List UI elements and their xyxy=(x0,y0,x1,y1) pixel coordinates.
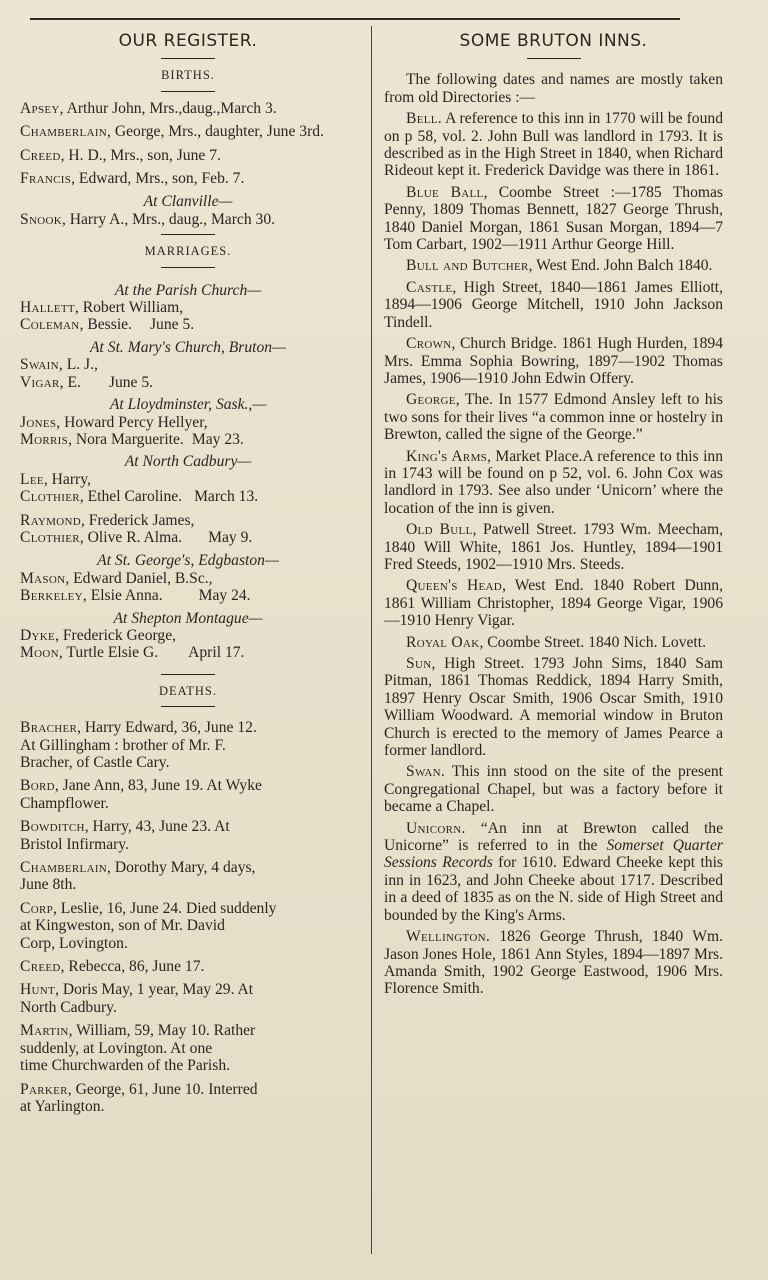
surname: Francis xyxy=(20,170,72,188)
entry-text: , William, 59, May 10. Rather xyxy=(68,1022,256,1040)
inn-entry xyxy=(384,928,723,998)
inn-name: Crown xyxy=(406,335,452,353)
inn-text: , High Street, 1840—1861 James Elliott, 1894—1906 George Mitchell, 1910 John Jackson Tindell. xyxy=(384,278,723,331)
surname: Lee xyxy=(20,470,44,488)
birth-entry xyxy=(20,123,356,140)
death-entry xyxy=(20,958,356,975)
marriage-entry xyxy=(20,471,356,506)
inn-entry xyxy=(384,577,723,629)
surname: Apsey xyxy=(20,99,60,117)
inn-entry xyxy=(384,335,723,387)
place-heading: At Lloydminster, Sask.,— xyxy=(109,396,267,414)
inn-text-italic: Somerset Quarter Sessions Records xyxy=(384,837,723,872)
inn-entry xyxy=(384,521,723,573)
surname: Berkeley xyxy=(20,587,83,605)
inn-entry xyxy=(384,257,723,274)
surname: Creed xyxy=(20,958,61,976)
marriage-date: May 24. xyxy=(198,587,251,605)
entry-text: , Frederick James, xyxy=(81,511,195,529)
inn-name: Bull and Butcher xyxy=(406,257,529,275)
inn-name: Wellington. xyxy=(406,928,491,946)
deaths-rule xyxy=(161,706,215,707)
entry-text: , Leslie, 16, June 24. Died suddenly xyxy=(53,899,277,917)
place-heading: At Clanville— xyxy=(143,193,233,211)
inn-entry xyxy=(384,391,723,443)
entry-text: , George, 61, June 10. Interred xyxy=(67,1080,258,1098)
marriage-entry xyxy=(20,414,356,449)
deaths-top-rule xyxy=(161,674,215,675)
surname: Hallett xyxy=(20,299,75,317)
place-heading: At North Cadbury— xyxy=(124,453,252,471)
inn-name: Royal Oak xyxy=(406,633,480,651)
inn-text: 1826 George Thrush, 1840 Wm. Jason Jones Hole, 1861 Ann Styles, 1894—1897 Mrs. Amanda Smith, 1902 George Eastwood, 1906 Mrs. Florence Smith. xyxy=(384,928,723,998)
inn-text: for 1610. Edward Cheeke kept this inn in 1623, and John Cheeke about 1717. Described in a deed of 1835 as on the N. side of High Street and bounded by the King's Arms. xyxy=(384,854,723,924)
entry-text: Champflower. xyxy=(20,794,109,812)
surname: Swain xyxy=(20,356,59,374)
death-entry xyxy=(20,1022,356,1074)
entry-text: Corp, Lovington. xyxy=(20,934,128,952)
birth-entry xyxy=(20,170,356,187)
entry-text: , L. J., xyxy=(58,356,98,374)
surname: Chamberlain xyxy=(20,123,108,141)
marriage-date: March 13. xyxy=(194,488,259,506)
birth-entry xyxy=(20,211,356,228)
entry-text: , Doris May, 1 year, May 29. At xyxy=(55,981,254,999)
surname: Chamberlain xyxy=(20,859,108,877)
marriages-rule xyxy=(161,267,215,268)
entry-text: North Cadbury. xyxy=(20,998,117,1016)
inn-text: “An inn at Brewton called the Unicorne” is referred to in the xyxy=(384,819,723,855)
entry-text: , Harry A., Mrs., daug., March 30. xyxy=(61,210,276,228)
place-heading: At Shepton Montague— xyxy=(113,609,263,627)
surname: Clothier xyxy=(20,488,80,506)
entry-text: , Edward, Mrs., son, Feb. 7. xyxy=(71,170,245,188)
death-entry xyxy=(20,1081,356,1116)
inn-name: Swan. xyxy=(406,763,446,781)
inn-entry xyxy=(384,634,723,651)
inn-entry xyxy=(384,655,723,759)
marriage-entry xyxy=(20,356,356,391)
inn-name: George xyxy=(406,391,456,409)
inns-column xyxy=(384,30,723,1002)
entry-text: , George, Mrs., daughter, June 3rd. xyxy=(107,123,324,141)
entry-text: , Ethel Caroline. xyxy=(79,488,183,506)
entry-text: At Gillingham : brother of Mr. F. xyxy=(20,736,226,754)
inn-entry xyxy=(384,110,723,180)
deaths-heading: DEATHS. xyxy=(158,683,218,698)
inn-entry xyxy=(384,184,723,254)
inn-name: King's Arms xyxy=(406,447,488,465)
death-entry xyxy=(20,818,356,853)
marriage-entry xyxy=(20,570,356,605)
marriages-top-rule xyxy=(161,234,215,235)
surname: Vigar xyxy=(20,373,60,391)
inn-text: , West End. 1840 Robert Dunn, 1861 William Christopher, 1894 George Vigar, 1906—1910 Henry Vigar. xyxy=(384,577,723,630)
surname: Creed xyxy=(20,146,61,164)
entry-text: , Rebecca, 86, June 17. xyxy=(60,958,205,976)
column-divider xyxy=(371,26,372,1254)
death-entry xyxy=(20,777,356,812)
birth-entry xyxy=(20,147,356,164)
inn-name: Blue Ball xyxy=(406,183,484,201)
inns-intro: The following dates and names are mostly taken from old Directories :— xyxy=(384,71,723,106)
surname: Jones xyxy=(20,413,57,431)
entry-text: , Arthur John, Mrs.,daug.,March 3. xyxy=(59,99,277,117)
surname: Coleman xyxy=(20,316,80,334)
place-heading: At St. Mary's Church, Bruton— xyxy=(90,338,286,356)
inn-name: Queen's Head xyxy=(406,577,503,595)
surname: Bowditch xyxy=(20,818,85,836)
marriage-entry xyxy=(20,627,356,662)
entry-text: , Edward Daniel, B.Sc., xyxy=(65,569,213,587)
entry-text: suddenly, at Lovington. At one xyxy=(20,1039,213,1057)
entry-text: Bracher, of Castle Cary. xyxy=(20,754,170,771)
entry-text: , Harry, xyxy=(43,470,91,488)
marriage-date: June 5. xyxy=(149,316,195,334)
surname: Mason xyxy=(20,569,66,587)
entry-text: Bristol Infirmary. xyxy=(20,835,129,853)
entry-text: , Elsie Anna. xyxy=(82,587,163,605)
inn-text: , Church Bridge. 1861 Hugh Hurden, 1894 Mrs. Emma Sophia Bowring, 1897—1902 Thomas James, 1906—1910 John Edwin Offery. xyxy=(384,335,723,387)
entry-text: , Bessie. xyxy=(79,316,132,334)
inn-name: Castle xyxy=(406,278,453,296)
inn-name: Unicorn. xyxy=(406,819,466,837)
inn-text: A reference to this inn in 1770 will be found on p 58, vol. 2. John Bull was landlord in 1793. It is described as in the High Street in 1840, when Richard Rideout kept it. Frederick Davidge was there in 1861. xyxy=(384,110,723,180)
surname: Dyke xyxy=(20,626,56,644)
entry-text: , Robert William, xyxy=(74,299,184,317)
surname: Martin xyxy=(20,1022,69,1040)
inn-entry xyxy=(384,820,723,924)
entry-text: at Yarlington. xyxy=(20,1097,105,1115)
marriage-date: May 23. xyxy=(191,430,244,448)
inn-text: , West End. John Balch 1840. xyxy=(528,257,713,275)
surname: Bord xyxy=(20,777,55,795)
top-rule xyxy=(30,18,680,20)
surname: Hunt xyxy=(20,981,56,999)
inn-entry xyxy=(384,763,723,815)
entry-text: time Churchwarden of the Parish. xyxy=(20,1057,231,1075)
inn-entry xyxy=(384,448,723,518)
surname: Raymond xyxy=(20,511,81,529)
inn-name: Bell. xyxy=(406,110,442,128)
surname: Bracher xyxy=(20,719,78,737)
surname: Clothier xyxy=(20,528,80,546)
register-title: OUR REGISTER. xyxy=(118,31,258,51)
inn-name: Old Bull xyxy=(406,521,473,539)
death-entry xyxy=(20,719,356,771)
surname: Morris xyxy=(20,430,69,448)
inn-text: , High Street. 1793 John Sims, 1840 Sam Pitman, 1861 Thomas Reddick, 1894 Harry Smith, 1897 Henry Oscar Smith, 1906 Oscar Smith, 1910 William Woodward. A memorial window in Bruton Church is erected to the memory of James Pearce a former landlord. xyxy=(384,655,723,760)
entry-text: , E. xyxy=(59,373,81,391)
inns-title-rule xyxy=(527,58,581,59)
inn-text: , Patwell Street. 1793 Wm. Meecham, 1840 Will White, 1861 Jos. Huntley, 1894—1901 Fred Steeds, 1902—1910 Mrs. Steeds. xyxy=(384,521,723,573)
death-entry xyxy=(20,859,356,894)
entry-text: , Turtle Elsie G. xyxy=(58,644,159,662)
marriage-entry xyxy=(20,299,356,334)
title-rule xyxy=(161,58,215,59)
entry-text: , Harry, 43, June 23. At xyxy=(84,818,230,836)
inn-entry xyxy=(384,279,723,331)
entry-text: , Olive R. Alma. xyxy=(79,528,183,546)
entry-text: , Dorothy Mary, 4 days, xyxy=(107,859,256,877)
inn-text: This inn stood on the site of the present Congregational Chapel, but was a factory before it became a Chapel. xyxy=(384,763,723,816)
marriage-entry xyxy=(20,512,356,547)
entry-text: June 8th. xyxy=(20,876,77,894)
marriage-date: June 5. xyxy=(108,373,154,391)
entry-text: , Jane Ann, 83, June 19. At Wyke xyxy=(54,777,262,795)
place-heading: At St. George's, Edgbaston— xyxy=(97,552,279,570)
surname: Corp xyxy=(20,899,53,917)
entry-text: at Kingweston, son of Mr. David xyxy=(20,917,225,935)
marriage-date: April 17. xyxy=(188,644,245,662)
inn-text: , Market Place.A reference to this inn in 1743 will be found on p 52, vol. 6. John Cox was landlord in 1793. See also under ‘Unicorn’ where the location of the inn is given. xyxy=(384,447,723,517)
death-entry xyxy=(20,981,356,1016)
births-rule xyxy=(161,91,215,92)
marriage-date: May 9. xyxy=(208,528,253,546)
inn-name: Sun xyxy=(406,655,432,672)
register-column xyxy=(20,30,356,1121)
entry-text: , Nora Marguerite. xyxy=(68,430,184,448)
inns-title: SOME BRUTON INNS. xyxy=(459,31,648,51)
place-heading: At the Parish Church— xyxy=(114,281,262,299)
inn-text: , The. In 1577 Edmond Ansley left to his two sons for their lives “a common inne or hostelry in Brewton, called the signe of the George.” xyxy=(384,391,723,444)
entry-text: , Harry Edward, 36, June 12. xyxy=(77,719,257,737)
surname: Snook xyxy=(20,210,62,228)
surname: Moon xyxy=(20,644,59,662)
entry-text: , Frederick George, xyxy=(55,626,177,644)
entry-text: , H. D., Mrs., son, June 7. xyxy=(60,146,221,164)
birth-entry xyxy=(20,100,356,117)
inn-text: , Coombe Street. 1840 Nich. Lovett. xyxy=(479,633,706,651)
surname: Parker xyxy=(20,1080,68,1098)
inn-text: , Coombe Street :—1785 Thomas Penny, 1809 Thomas Bennett, 1827 George Thrush, 1840 Daniel Morgan, 1861 Susan Morgan, 1894—7 Tom Carbart, 1902—1911 Arthur George Hill. xyxy=(384,183,723,254)
death-entry xyxy=(20,900,356,952)
marriages-heading: MARRIAGES. xyxy=(144,244,232,259)
entry-text: , Howard Percy Hellyer, xyxy=(56,413,208,431)
births-heading: BIRTHS. xyxy=(161,68,215,83)
